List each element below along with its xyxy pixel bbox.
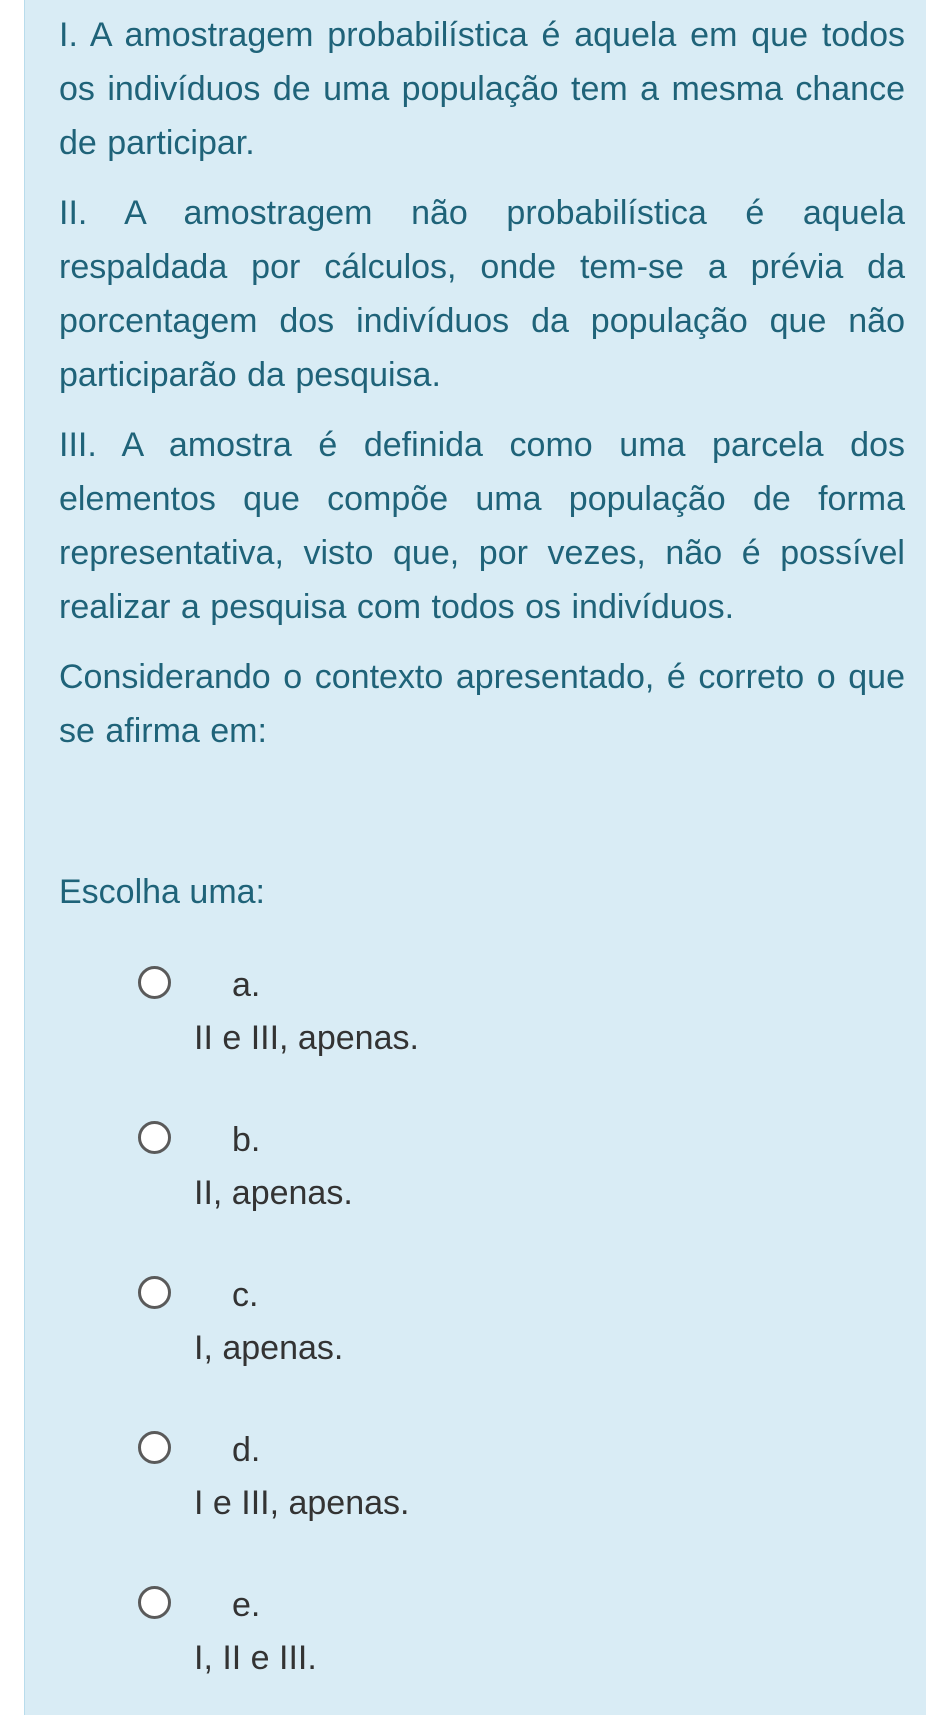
option-c[interactable]	[138, 1276, 838, 1416]
option-c-text: I, apenas.	[194, 1329, 344, 1367]
choose-one-label: Escolha uma:	[59, 873, 265, 911]
statement-2: II. A amostragem não probabilística é aquela respaldada por cálculos, onde tem-se a prévia da porcentagem dos indivíduos da população que não participarão da pesquisa.	[59, 194, 905, 394]
option-d[interactable]	[138, 1431, 838, 1571]
option-d-letter: d.	[232, 1431, 261, 1469]
option-a-letter: a.	[232, 966, 261, 1004]
radio-button-e[interactable]	[138, 1586, 171, 1619]
option-e-letter: e.	[232, 1586, 261, 1624]
option-a-text: II e III, apenas.	[194, 1019, 419, 1057]
option-b-letter: b.	[232, 1121, 261, 1159]
option-b-text: II, apenas.	[194, 1174, 353, 1212]
option-a[interactable]	[138, 966, 838, 1106]
statement-3: III. A amostra é definida como uma parcela dos elementos que compõe uma população de forma representativa, visto que, por vezes, não é possível realizar a pesquisa com todos os indivíduos.	[59, 426, 905, 626]
option-e[interactable]	[138, 1586, 838, 1726]
radio-button-d[interactable]	[138, 1431, 171, 1464]
option-d-text: I e III, apenas.	[194, 1484, 410, 1522]
option-c-letter: c.	[232, 1276, 259, 1314]
radio-button-b[interactable]	[138, 1121, 171, 1154]
statement-1: I. A amostragem probabilística é aquela em que todos os indivíduos de uma população tem a mesma chance de participar.	[59, 16, 905, 162]
option-e-text: I, II e III.	[194, 1639, 317, 1677]
question-text	[59, 0, 905, 758]
question-prompt: Considerando o contexto apresentado, é correto o que se afirma em:	[59, 658, 905, 750]
option-b[interactable]	[138, 1121, 838, 1261]
radio-button-c[interactable]	[138, 1276, 171, 1309]
radio-button-a[interactable]	[138, 966, 171, 999]
